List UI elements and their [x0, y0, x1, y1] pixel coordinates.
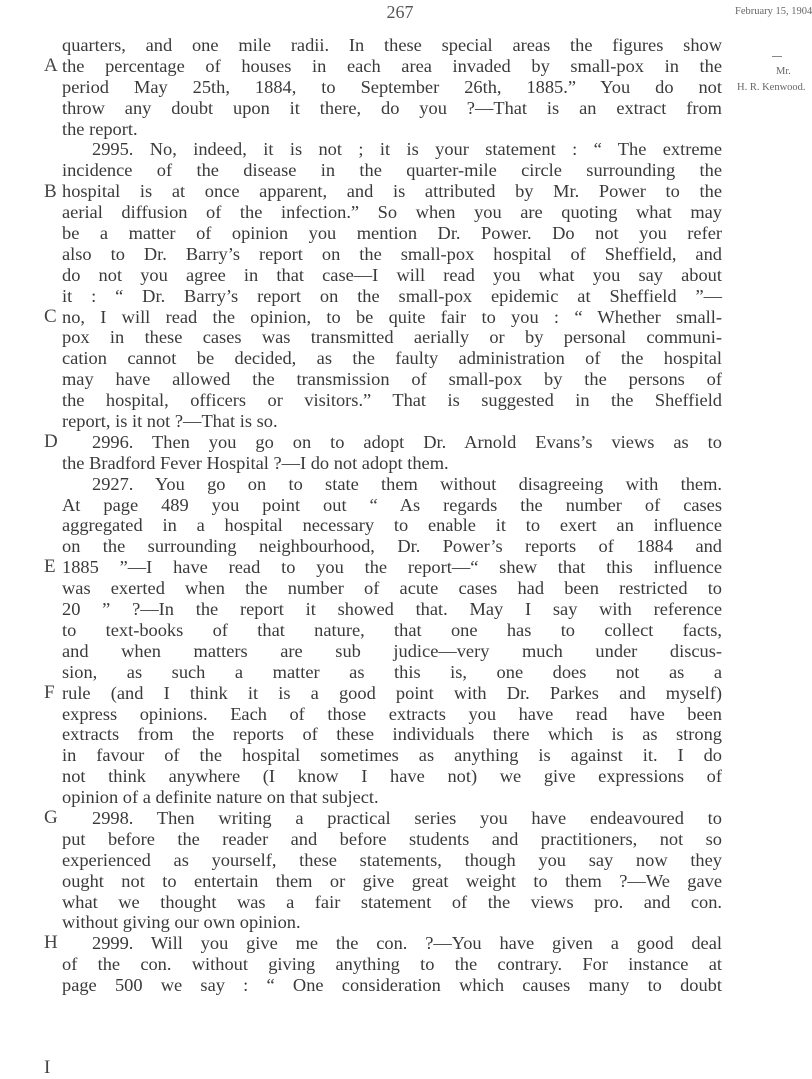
text-line: be a matter of opinion you mention Dr. Power. Do not you refer: [62, 223, 722, 244]
margin-letter-e: E: [44, 556, 56, 577]
text-line: the Bradford Fever Hospital ?—I do not adopt them.: [62, 452, 449, 473]
text-line: 2995. No, indeed, it is not ; it is your statement : “ The extreme: [92, 139, 722, 160]
text-line: and when matters are sub judice—very much under discus-: [62, 640, 722, 661]
text-line: aerial diffusion of the infection.” So when you are quoting what may: [62, 202, 722, 223]
text-line: 2927. You go on to state them without disagreeing with them.: [92, 473, 722, 494]
text-line: without giving our own opinion.: [62, 912, 301, 933]
margin-letter-f: F: [44, 682, 55, 703]
text-line: incidence of the disease in the quarter-mile circle surrounding the: [62, 160, 722, 181]
text-line: express opinions. Each of those extracts you have read have been: [62, 703, 722, 724]
text-line: was exerted when the number of acute cases had been restricted to: [62, 578, 722, 599]
text-line: no, I will read the opinion, to be quite fair to you : “ Whether small-: [62, 306, 722, 327]
text-line: the report.: [62, 118, 138, 139]
margin-letter-a: A: [44, 55, 58, 76]
sidenote-date: February 15, 1904: [735, 6, 812, 17]
text-line: of the con. without giving anything to the contrary. For instance at: [62, 954, 722, 975]
text-line: do not you agree in that case—I will read you what you say about: [62, 264, 722, 285]
text-line: not think anywhere (I know I have not) we give expressions of: [62, 766, 722, 787]
text-line: may have allowed the transmission of small-pox by the persons of: [62, 369, 722, 390]
text-line: in favour of the hospital sometimes as anything is against it. I do: [62, 745, 722, 766]
text-line: aggregated in a hospital necessary to enable it to exert an influence: [62, 515, 722, 536]
margin-letter-g: G: [44, 807, 58, 828]
margin-letter-d: D: [44, 431, 58, 452]
text-line: throw any doubt upon it there, do you ?—That is an extract from: [62, 97, 722, 118]
text-line: 2999. Will you give me the con. ?—You have given a good deal: [92, 933, 722, 954]
text-line: extracts from the reports of these individuals there which is as strong: [62, 724, 722, 745]
text-line: ought not to entertain them or give great weight to them ?—We gave: [62, 870, 722, 891]
text-line: hospital is at once apparent, and is attributed by Mr. Power to the: [62, 181, 722, 202]
page-number: 267: [386, 2, 414, 22]
body-text: [62, 35, 722, 996]
sidenote-title: Mr.: [776, 66, 791, 77]
text-line: period May 25th, 1884, to September 26th, 1885.” You do not: [62, 76, 722, 97]
text-line: cation cannot be decided, as the faulty administration of the hospital: [62, 348, 722, 369]
text-line: report, is it not ?—That is so.: [62, 411, 278, 432]
text-line: 20 ” ?—In the report it showed that. May I say with reference: [62, 599, 722, 620]
text-line: it : “ Dr. Barry’s report on the small-pox epidemic at Sheffield ”—: [62, 285, 722, 306]
text-line: 2996. Then you go on to adopt Dr. Arnold Evans’s views as to: [92, 431, 722, 452]
margin-letter-h: H: [44, 932, 58, 953]
text-line: what we thought was a fair statement of the views pro. and con.: [62, 891, 722, 912]
margin-letter-c: C: [44, 306, 57, 327]
text-line: rule (and I think it is a good point with Dr. Parkes and myself): [62, 682, 722, 703]
text-line: At page 489 you point out “ As regards the number of cases: [62, 494, 722, 515]
text-line: quarters, and one mile radii. In these special areas the figures show: [62, 35, 722, 55]
text-line: also to Dr. Barry’s report on the small-pox hospital of Sheffield, and: [62, 243, 722, 264]
margin-letter-b: B: [44, 181, 57, 202]
text-line: sion, as such a matter as this is, one does not as a: [62, 661, 722, 682]
sidenote-name: H. R. Kenwood.: [737, 82, 806, 93]
text-line: on the surrounding neighbourhood, Dr. Power’s reports of 1884 and: [62, 536, 722, 557]
sidenote-dash: [772, 56, 782, 57]
text-line: the percentage of houses in each area invaded by small-pox in the: [62, 55, 722, 76]
text-line: experienced as yourself, these statements, though you say now they: [62, 849, 722, 870]
text-line: pox in these cases was transmitted aerially or by personal communi-: [62, 327, 722, 348]
text-line: the hospital, officers or visitors.” That is suggested in the Sheffield: [62, 390, 722, 411]
text-line: to text-books of that nature, that one has to collect facts,: [62, 619, 722, 640]
margin-letter-i: I: [44, 1057, 51, 1078]
text-line: opinion of a definite nature on that subject.: [62, 787, 379, 808]
text-line: page 500 we say : “ One consideration which causes many to doubt: [62, 975, 722, 996]
text-line: put before the reader and before students and practitioners, not so: [62, 828, 722, 849]
text-line: 1885 ”—I have read to you the report—“ shew that this influence: [62, 557, 722, 578]
text-line: 2998. Then writing a practical series you have endeavoured to: [92, 807, 722, 828]
